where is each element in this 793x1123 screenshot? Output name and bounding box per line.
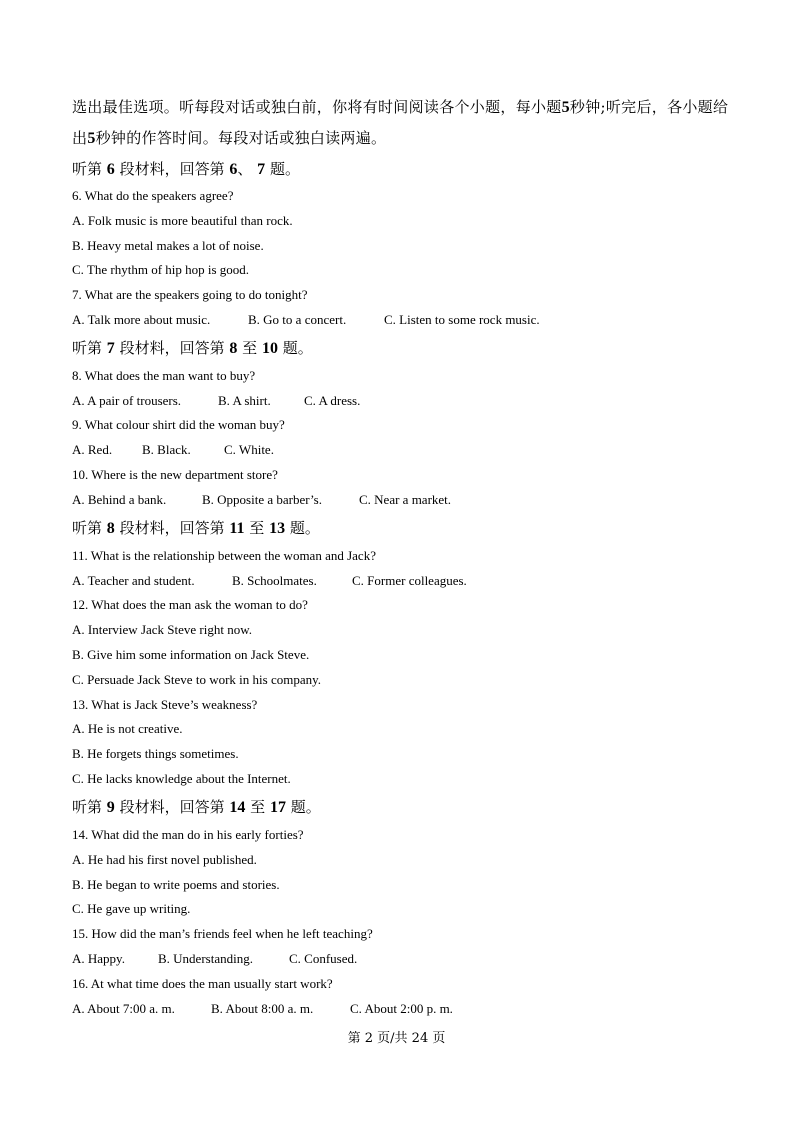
instructions-seconds-1: 5 [561,99,570,116]
question-16-options [72,1001,453,1017]
question-15: 15. How did the man’s friends feel when he left teaching? [72,926,373,941]
instructions-text-2: 秒钟;听完后，各小题给出 [72,98,729,147]
question-16: 16. At what time does the man usually start work? [72,976,333,991]
instructions-seconds-2: 5 [87,130,96,147]
section-number: 8 [106,520,115,537]
question-10-option-b: B. Opposite a barber’s. [202,492,322,507]
question-13-option-b: B. He forgets things sometimes. [72,746,239,761]
question-8: 8. What does the man want to buy? [72,368,256,383]
section-heading-text: 题。 [282,339,313,357]
question-end: 13 [269,520,286,537]
question-14-option-a: A. He had his first novel published. [72,852,257,867]
section-heading-text: 听第 [72,798,103,816]
section-heading-8 [72,519,320,538]
section-heading-text: 段材料，回答第 [119,339,225,357]
question-end: 7 [257,161,266,178]
question-start: 14 [229,799,246,816]
question-6-option-b: B. Heavy metal makes a lot of noise. [72,238,264,253]
question-13-option-a: A. He is not creative. [72,721,183,736]
question-8-option-a: A. A pair of trousers. [72,393,182,408]
question-start: 6 [229,161,238,178]
section-heading-text: 听第 [72,160,103,178]
question-10-options [72,492,451,508]
question-10-option-a: A. Behind a bank. [72,492,167,507]
question-12-option-c: C. Persuade Jack Steve to work in his company. [72,672,321,687]
question-7-options [72,312,540,328]
question-12-option-b: B. Give him some information on Jack Steve. [72,647,310,662]
question-6-option-c: C. The rhythm of hip hop is good. [72,262,250,277]
question-13: 13. What is Jack Steve’s weakness? [72,697,258,712]
question-6: 6. What do the speakers agree? [72,188,234,203]
question-16-option-c: C. About 2:00 p. m. [350,1001,453,1016]
question-7-option-a: A. Talk more about music. [72,312,211,327]
question-8-option-c: C. A dress. [304,393,361,408]
question-9-option-c: C. White. [224,442,274,457]
question-10-option-c: C. Near a market. [359,492,452,507]
section-heading-text: 、 [237,160,253,178]
instructions-paragraph [72,92,732,154]
question-11: 11. What is the relationship between the woman and Jack? [72,548,376,563]
question-13-option-c: C. He lacks knowledge about the Internet. [72,771,291,786]
section-heading-7 [72,339,313,358]
section-number: 9 [106,799,115,816]
section-heading-text: 至 [249,519,265,537]
question-end: 17 [269,799,286,816]
section-heading-text: 题。 [289,519,320,537]
question-14-option-b: B. He began to write poems and stories. [72,877,280,892]
question-7: 7. What are the speakers going to do tonight? [72,287,308,302]
page-footer: 第 2 页/共 24 页 [347,1031,446,1046]
question-end: 10 [261,340,278,357]
section-heading-text: 听第 [72,339,103,357]
section-heading-text: 至 [250,798,266,816]
question-15-option-b: B. Understanding. [158,951,253,966]
question-7-option-b: B. Go to a concert. [248,312,347,327]
section-heading-text: 段材料，回答第 [119,160,225,178]
question-11-option-c: C. Former colleagues. [352,573,467,588]
question-15-options [72,951,357,967]
question-start: 8 [229,340,238,357]
question-9-option-b: B. Black. [142,442,191,457]
instructions-text-3: 秒钟的作答时间。每段对话或独白读两遍。 [95,129,387,147]
question-11-option-a: A. Teacher and student. [72,573,195,588]
question-11-option-b: B. Schoolmates. [232,573,317,588]
question-8-options [72,393,360,409]
section-heading-text: 段材料，回答第 [119,519,225,537]
section-heading-text: 至 [242,339,258,357]
question-14: 14. What did the man do in his early forties? [72,827,304,842]
section-heading-text: 题。 [269,160,300,178]
section-number: 6 [106,161,115,178]
section-heading-text: 题。 [290,798,321,816]
section-heading-9 [72,798,321,817]
question-12-option-a: A. Interview Jack Steve right now. [72,622,253,637]
section-heading-text: 段材料，回答第 [119,798,225,816]
question-11-options [72,573,467,589]
question-start: 11 [229,520,245,537]
question-9-option-a: A. Red. [72,442,113,457]
section-heading-text: 听第 [72,519,103,537]
question-9-options [72,442,274,458]
instructions-text-1: 选出最佳选项。听每段对话或独白前，你将有时间阅读各个小题，每小题 [72,98,562,116]
question-14-option-c: C. He gave up writing. [72,901,191,916]
section-heading-6 [72,160,300,179]
question-8-option-b: B. A shirt. [218,393,271,408]
question-9: 9. What colour shirt did the woman buy? [72,417,285,432]
question-15-option-c: C. Confused. [289,951,358,966]
section-number: 7 [106,340,115,357]
question-7-option-c: C. Listen to some rock music. [384,312,540,327]
question-12: 12. What does the man ask the woman to do? [72,597,308,612]
question-10: 10. Where is the new department store? [72,467,278,482]
question-15-option-a: A. Happy. [72,951,125,966]
question-16-option-b: B. About 8:00 a. m. [211,1001,314,1016]
question-16-option-a: A. About 7:00 a. m. [72,1001,175,1016]
question-6-option-a: A. Folk music is more beautiful than rock. [72,213,293,228]
